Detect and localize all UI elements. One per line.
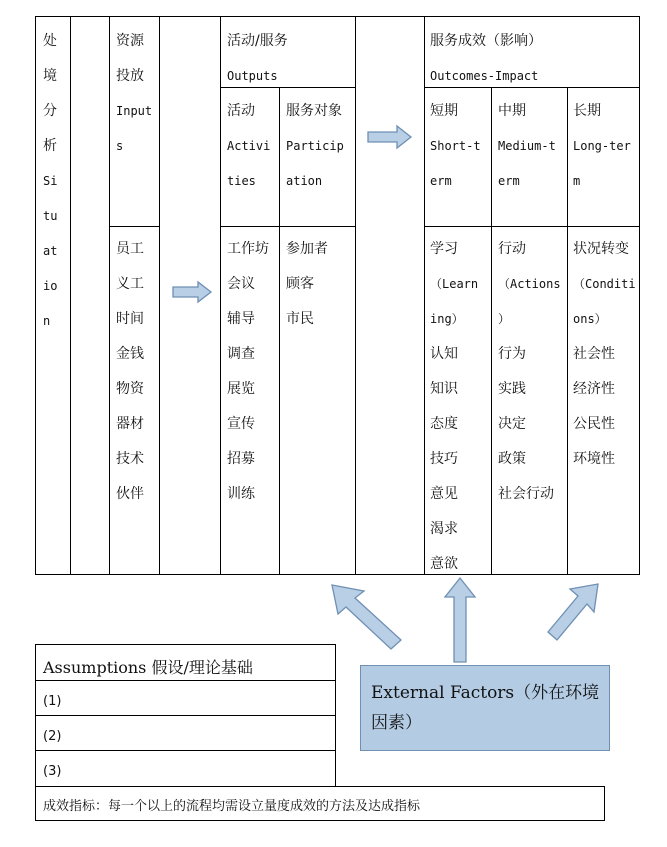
external-arrow-diagonal-icon	[330, 583, 404, 651]
activities-heading-line: Activi	[227, 139, 271, 153]
medium-term-item: 决定	[498, 416, 526, 432]
long-term-heading	[573, 94, 631, 199]
short-term-list	[430, 232, 478, 582]
long-term-item: 状况转变	[573, 241, 629, 257]
medium-term-heading	[498, 94, 556, 199]
outputs-title-cn: 活动/服务	[227, 33, 288, 49]
input-item: 义工	[116, 276, 144, 292]
input-item: 员工	[116, 241, 144, 257]
activities-list	[227, 232, 269, 512]
short-term-heading-line: erm	[430, 174, 452, 188]
situation-column	[43, 24, 57, 339]
assumption-item: (1)	[43, 694, 62, 709]
activity-item: 辅导	[227, 311, 255, 327]
long-term-heading-line: m	[573, 174, 581, 188]
row-divider	[35, 715, 336, 716]
activity-item: 展览	[227, 381, 255, 397]
situation-char: Si	[43, 174, 58, 188]
assumption-item: (2)	[43, 729, 62, 744]
col-divider	[220, 16, 221, 575]
medium-term-item: 行动	[498, 241, 526, 257]
activity-item: 招募	[227, 451, 255, 467]
participation-heading-line: 服务对象	[286, 103, 342, 119]
situation-char: 境	[43, 68, 57, 84]
long-term-item: 环境性	[573, 451, 615, 467]
participation-heading-line: Particip	[286, 139, 344, 153]
long-term-item: 公民性	[573, 416, 615, 432]
inputs-heading-line: 资源	[116, 33, 144, 49]
short-term-item: （Learn	[430, 277, 479, 291]
long-term-item: 经济性	[573, 381, 615, 397]
short-term-item: 意见	[430, 486, 458, 502]
activity-item: 调查	[227, 346, 255, 362]
inputs-heading-line: 投放	[116, 68, 144, 84]
activity-item: 宣传	[227, 416, 255, 432]
participation-heading	[286, 94, 344, 199]
row-divider	[424, 226, 640, 227]
long-term-heading-line: 长期	[573, 103, 601, 119]
activities-heading-line: 活动	[227, 103, 255, 119]
situation-char: tu	[43, 209, 58, 223]
outcomes-title-en: Outcomes-Impact	[430, 69, 539, 83]
participant-item: 市民	[286, 311, 314, 327]
external-factors-box	[360, 665, 610, 751]
inputs-heading-line: s	[116, 139, 124, 153]
situation-char: n	[43, 314, 51, 328]
flow-arrow-right-icon	[172, 281, 212, 303]
long-term-heading-line: Long-ter	[573, 139, 631, 153]
long-term-item: ons）	[573, 312, 607, 326]
medium-term-item: （Actions	[498, 277, 561, 291]
outcomes-title	[430, 24, 542, 94]
activity-item: 会议	[227, 276, 255, 292]
short-term-heading-line: 短期	[430, 103, 458, 119]
short-term-item: 意欲	[430, 556, 458, 572]
external-arrow-diagonal-icon	[546, 582, 600, 642]
col-divider	[159, 16, 160, 575]
short-term-heading-line: Short-t	[430, 139, 481, 153]
short-term-item: 知识	[430, 381, 458, 397]
medium-term-heading-line: Medium-t	[498, 139, 556, 153]
col-divider	[491, 87, 492, 575]
external-arrow-up-icon	[444, 577, 476, 663]
outcomes-title-cn: 服务成效（影响）	[430, 33, 542, 49]
participants-list	[286, 232, 328, 337]
medium-term-item: 社会行动	[498, 486, 554, 502]
short-term-item: 学习	[430, 241, 458, 257]
row-divider	[35, 750, 336, 751]
medium-term-item: 行为	[498, 346, 526, 362]
external-factors-label: External Factors（外在环境因素）	[371, 683, 600, 733]
assumption-item: (3)	[43, 764, 62, 779]
row-divider	[109, 226, 159, 227]
row-divider	[220, 226, 355, 227]
col-divider	[70, 16, 71, 575]
col-divider	[109, 16, 110, 575]
medium-term-item: ）	[498, 312, 511, 326]
participation-heading-line: ation	[286, 174, 323, 188]
inputs-heading-line: Input	[116, 104, 153, 118]
input-item: 时间	[116, 311, 144, 327]
situation-char: 分	[43, 103, 57, 119]
outputs-title	[227, 24, 288, 94]
input-item: 器材	[116, 416, 144, 432]
row-divider	[35, 680, 336, 681]
short-term-item: 认知	[430, 346, 458, 362]
inputs-heading	[116, 24, 152, 164]
assumptions-title: Assumptions 假设/理论基础	[43, 658, 253, 677]
long-term-item: （Conditi	[573, 277, 636, 291]
short-term-heading	[430, 94, 481, 199]
situation-char: io	[43, 279, 58, 293]
input-item: 技术	[116, 451, 144, 467]
medium-term-heading-line: erm	[498, 174, 520, 188]
short-term-item: ing）	[430, 312, 464, 326]
activities-heading-line: ties	[227, 174, 256, 188]
indicator-text: 成效指标：每一个以上的流程均需设立量度成效的方法及达成指标	[43, 799, 421, 814]
long-term-item: 社会性	[573, 346, 615, 362]
medium-term-heading-line: 中期	[498, 103, 526, 119]
activities-heading	[227, 94, 270, 199]
situation-char: 处	[43, 33, 57, 49]
short-term-item: 技巧	[430, 451, 458, 467]
medium-term-item: 实践	[498, 381, 526, 397]
flow-arrow-right-icon	[367, 125, 412, 149]
input-item: 物资	[116, 381, 144, 397]
situation-char: at	[43, 244, 58, 258]
participant-item: 参加者	[286, 241, 328, 257]
outputs-title-en: Outputs	[227, 69, 278, 83]
medium-term-item: 政策	[498, 451, 526, 467]
activity-item: 工作坊	[227, 241, 269, 257]
participant-item: 顾客	[286, 276, 314, 292]
col-divider	[424, 16, 425, 575]
long-term-list	[573, 232, 636, 477]
col-divider	[567, 87, 568, 575]
medium-term-list	[498, 232, 561, 512]
col-divider	[279, 87, 280, 575]
input-item: 伙伴	[116, 486, 144, 502]
short-term-item: 态度	[430, 416, 458, 432]
col-divider	[355, 16, 356, 575]
situation-char: 析	[43, 138, 57, 154]
short-term-item: 渴求	[430, 521, 458, 537]
inputs-list	[116, 232, 144, 512]
input-item: 金钱	[116, 346, 144, 362]
activity-item: 训练	[227, 486, 255, 502]
